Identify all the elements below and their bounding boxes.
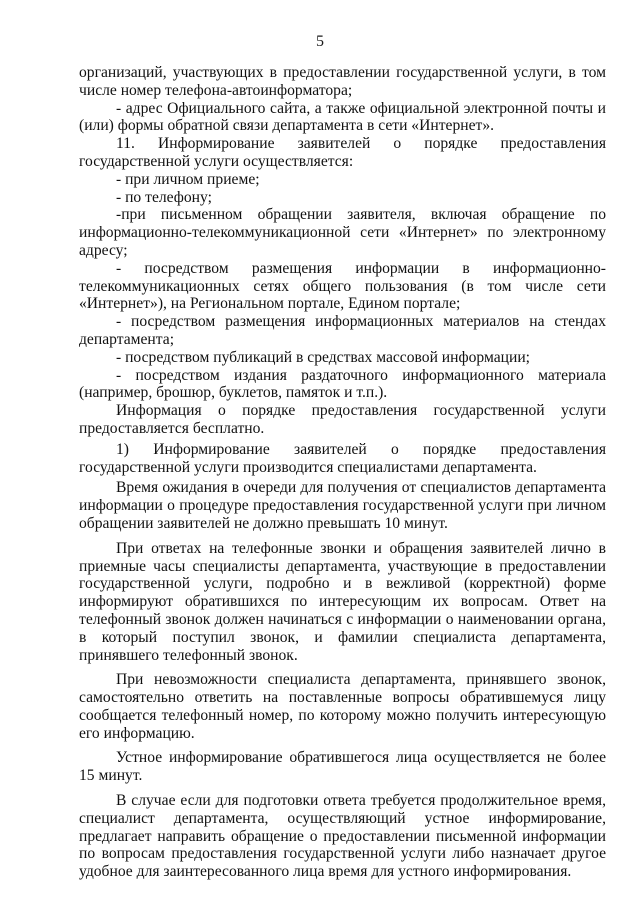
list-item-phone: - по телефону; <box>116 188 212 206</box>
paragraph-long-preparation: В случае если для подготовки ответа требуется продолжительное время, специалист департамента, осуществляющий устное информирование, предлагает направить обращение о предоставлении письменной информации по вопросам предоставления государственной услуги либо назначает другое удобное для заинтересованного лица время для устного информирования. <box>79 792 606 881</box>
paragraph-section-11: 11. Информирование заявителей о порядке предоставления государственной услуги осуществляется: <box>79 135 606 170</box>
list-item-personal-visit: - при личном приеме; <box>116 170 260 188</box>
paragraph-phone-answers: При ответах на телефонные звонки и обращения заявителей лично в приемные часы специалисты департамента, участвующие в предоставлении государственной услуги, подробно и в вежливой (корректной) форме информируют обратившихся по интересующим их вопросам. Ответ на телефонный звонок должен начинаться с информации о наименовании органа, в который поступил звонок, и фамилии специалиста департамента, принявшего телефонный звонок. <box>79 539 606 664</box>
list-item-stands: - посредством размещения информационных материалов на стендах департамента; <box>79 313 606 348</box>
list-item-mass-media: - посредством публикаций в средствах массовой информации; <box>116 348 531 366</box>
paragraph-impossibility: При невозможности специалиста департамента, принявшего звонок, самостоятельно ответить на поставленные вопросы обратившемуся лицу сообщается телефонный номер, по которому можно получить интересующую его информацию. <box>79 671 606 742</box>
list-item-written-request: -при письменном обращении заявителя, включая обращение по информационно-телекоммуникационной сети «Интернет» по электронному адресу; <box>79 206 606 259</box>
paragraph-informing-specialists: 1) Информирование заявителей о порядке предоставления государственной услуги производится специалистами департамента. <box>79 440 606 476</box>
list-item-network-posting: - посредством размещения информации в информационно-телекоммуникационных сетях общего пользования (в том числе сети «Интернет»), на Региональном портале, Едином портале; <box>79 259 606 313</box>
page-number: 5 <box>316 33 324 50</box>
paragraph-oral-duration: Устное информирование обратившегося лица осуществляется не более 15 минут. <box>79 749 606 785</box>
paragraph-website-address: - адрес Официального сайта, а также официальной электронной почты и (или) формы обратной связи департамента в сети «Интернет». <box>79 99 606 135</box>
paragraph-free-of-charge: Информация о порядке предоставления государственной услуги предоставляется бесплатно. <box>79 402 606 437</box>
list-item-handouts: - посредством издания раздаточного информационного материала (например, брошюр, буклетов, памяток и т.п.). <box>79 366 606 402</box>
document-body <box>79 64 606 881</box>
paragraph-waiting-time: Время ожидания в очереди для получения от специалистов департамента информации о процедуре предоставления государственной услуги при личном обращении заявителей не должно превышать 10 минут. <box>79 479 606 532</box>
paragraph-continuation: организаций, участвующих в предоставлении государственной услуги, в том числе номер телефона-автоинформатора; <box>79 64 606 99</box>
